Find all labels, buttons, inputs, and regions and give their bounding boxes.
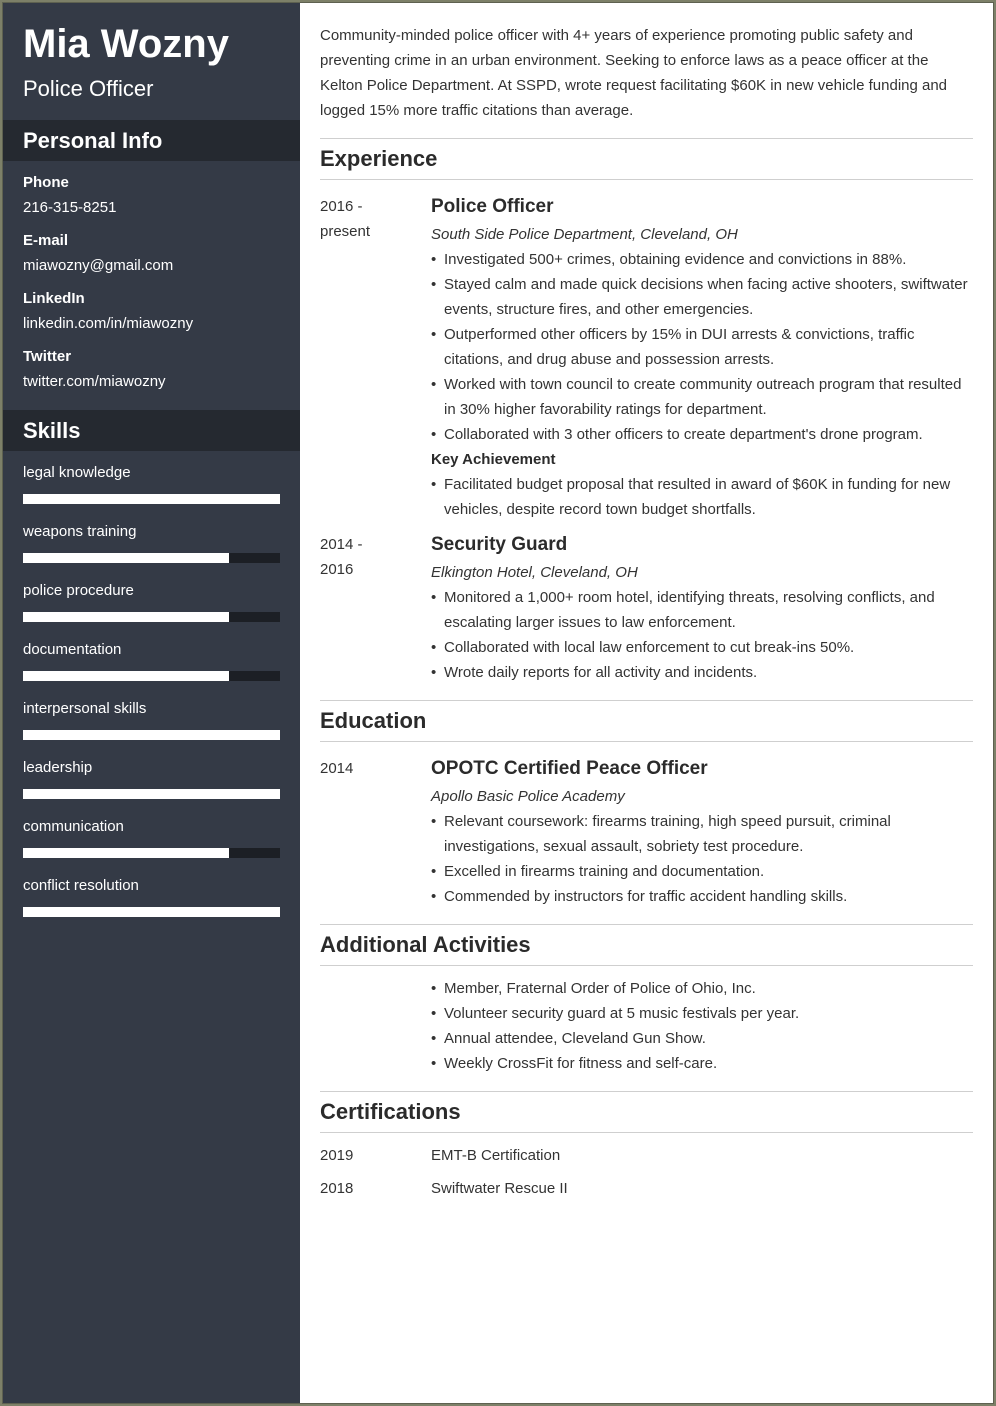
skill-name: communication xyxy=(23,818,124,835)
twitter-value: twitter.com/miawozny xyxy=(23,373,166,390)
skill-bar-fill xyxy=(23,730,280,740)
skill-bar xyxy=(23,553,280,563)
skill-item xyxy=(23,462,280,521)
bullet-item: • Excelled in firearms training and documentation. xyxy=(431,859,973,884)
skill-name: police procedure xyxy=(23,582,134,599)
bullet-item: • Monitored a 1,000+ room hotel, identifying threats, resolving conflicts, and escalating larger issues to law enforcement. xyxy=(431,585,973,635)
skill-bar-fill xyxy=(23,789,280,799)
candidate-name: Mia Wozny xyxy=(23,22,229,66)
entry-body xyxy=(431,976,973,1076)
skill-item xyxy=(23,639,280,698)
divider xyxy=(320,179,973,180)
phone-value: 216-315-8251 xyxy=(23,199,117,216)
skill-bar-fill xyxy=(23,494,280,504)
divider xyxy=(320,1132,973,1133)
activities-heading: Additional Activities xyxy=(320,932,531,957)
bullet-list xyxy=(431,976,973,1076)
skill-bar xyxy=(23,494,280,504)
certifications-heading: Certifications xyxy=(320,1099,461,1124)
education-year: 2014 xyxy=(320,760,354,777)
job-role: Police Officer xyxy=(431,196,554,217)
bullet-item: • Collaborated with local law enforcement to cut break-ins 50%. xyxy=(431,635,973,660)
candidate-title: Police Officer xyxy=(23,76,154,101)
info-item-email xyxy=(23,230,283,288)
entry-dates: 2016 - present xyxy=(320,198,371,240)
skill-name: interpersonal skills xyxy=(23,700,147,717)
certifications-list xyxy=(320,1139,973,1205)
skill-bar-fill xyxy=(23,612,229,622)
skill-bar-fill xyxy=(23,907,280,917)
entry-body xyxy=(431,532,973,685)
main-content xyxy=(320,3,973,1205)
skills-heading: Skills xyxy=(3,410,300,451)
skill-name: legal knowledge xyxy=(23,464,131,481)
entry-body xyxy=(431,756,973,909)
skill-item xyxy=(23,875,280,934)
bullet-list xyxy=(431,472,973,522)
skill-item xyxy=(23,757,280,816)
bullet-list xyxy=(431,809,973,909)
bullet-item: • Volunteer security guard at 5 music festivals per year. xyxy=(431,1001,973,1026)
education-entry xyxy=(320,756,973,909)
info-item-twitter xyxy=(23,346,283,404)
entry-body xyxy=(431,194,973,522)
certification-name: Swiftwater Rescue II xyxy=(431,1180,568,1197)
bullet-item: • Outperformed other officers by 15% in DUI arrests & convictions, traffic citations, and drug abuse and possession arrests. xyxy=(431,322,973,372)
experience-heading: Experience xyxy=(320,146,438,171)
certification-year: 2019 xyxy=(320,1147,354,1164)
bullet-item: • Wrote daily reports for all activity and incidents. xyxy=(431,660,973,685)
skill-bar xyxy=(23,789,280,799)
certification-year: 2018 xyxy=(320,1180,354,1197)
skill-bar xyxy=(23,612,280,622)
bullet-item: • Annual attendee, Cleveland Gun Show. xyxy=(431,1026,973,1051)
skill-bar xyxy=(23,848,280,858)
linkedin-value: linkedin.com/in/miawozny xyxy=(23,315,194,332)
email-value: miawozny@gmail.com xyxy=(23,257,174,274)
divider xyxy=(320,965,973,966)
info-label: E-mail xyxy=(23,232,69,249)
degree-title: OPOTC Certified Peace Officer xyxy=(431,758,708,779)
entry-dates: 2014 - 2016 xyxy=(320,536,363,578)
skill-bar xyxy=(23,907,280,917)
skill-bar-fill xyxy=(23,671,229,681)
info-label: Phone xyxy=(23,174,69,191)
skill-item xyxy=(23,580,280,639)
certification-name: EMT-B Certification xyxy=(431,1147,561,1164)
bullet-item: • Relevant coursework: firearms training, high speed pursuit, criminal investigations, sexual assault, sobriety test procedure. xyxy=(431,809,973,859)
info-label: LinkedIn xyxy=(23,290,85,307)
certification-row xyxy=(320,1172,973,1205)
resume-page xyxy=(2,2,994,1404)
certification-row xyxy=(320,1139,973,1172)
skill-name: weapons training xyxy=(23,523,137,540)
school-name: Apollo Basic Police Academy xyxy=(431,788,625,805)
bullet-list xyxy=(431,585,973,685)
skill-bar-fill xyxy=(23,848,229,858)
info-label: Twitter xyxy=(23,348,72,365)
divider xyxy=(320,741,973,742)
education-heading: Education xyxy=(320,708,427,733)
skill-bar-fill xyxy=(23,553,229,563)
bullet-item: • Collaborated with 3 other officers to create department's drone program. xyxy=(431,422,973,447)
bullet-list xyxy=(431,247,973,447)
skill-bar xyxy=(23,671,280,681)
job-org: Elkington Hotel, Cleveland, OH xyxy=(431,564,638,581)
skill-item xyxy=(23,816,280,875)
experience-entry xyxy=(320,532,973,685)
job-role: Security Guard xyxy=(431,534,568,555)
personal-info-list xyxy=(23,172,283,404)
skill-name: documentation xyxy=(23,641,122,658)
key-achievement-label: Key Achievement xyxy=(431,451,556,468)
info-item-linkedin xyxy=(23,288,283,346)
info-item-phone xyxy=(23,172,283,230)
sidebar xyxy=(3,3,300,1403)
skill-item xyxy=(23,521,280,580)
bullet-item: • Member, Fraternal Order of Police of Ohio, Inc. xyxy=(431,976,973,1001)
skill-item xyxy=(23,698,280,757)
activities-entry xyxy=(320,976,973,1076)
bullet-item: • Worked with town council to create community outreach program that resulted in 30% higher favorability ratings for department. xyxy=(431,372,973,422)
bullet-item: • Commended by instructors for traffic accident handling skills. xyxy=(431,884,973,909)
personal-info-heading: Personal Info xyxy=(3,120,300,161)
job-org: South Side Police Department, Cleveland, OH xyxy=(431,226,738,243)
bullet-item: • Stayed calm and made quick decisions when facing active shooters, swiftwater events, structure fires, and other emergencies. xyxy=(431,272,973,322)
experience-entry xyxy=(320,194,973,522)
bullet-item: • Weekly CrossFit for fitness and self-care. xyxy=(431,1051,973,1076)
spacer xyxy=(320,976,431,1076)
skill-name: leadership xyxy=(23,759,93,776)
bullet-item: • Facilitated budget proposal that resulted in award of $60K in funding for new vehicles, despite record town budget shortfalls. xyxy=(431,472,973,522)
profile-summary: Community-minded police officer with 4+ years of experience promoting public safety and preventing crime in an urban environment. Seeking to enforce laws as a peace officer at the Kelton Police Department. At SSPD, wrote request facilitating $60K in new vehicle funding and logged 15% more traffic citations than average. xyxy=(320,27,948,119)
skill-bar xyxy=(23,730,280,740)
bullet-item: • Investigated 500+ crimes, obtaining evidence and convictions in 88%. xyxy=(431,247,973,272)
skill-name: conflict resolution xyxy=(23,877,139,894)
skills-list xyxy=(23,462,280,934)
